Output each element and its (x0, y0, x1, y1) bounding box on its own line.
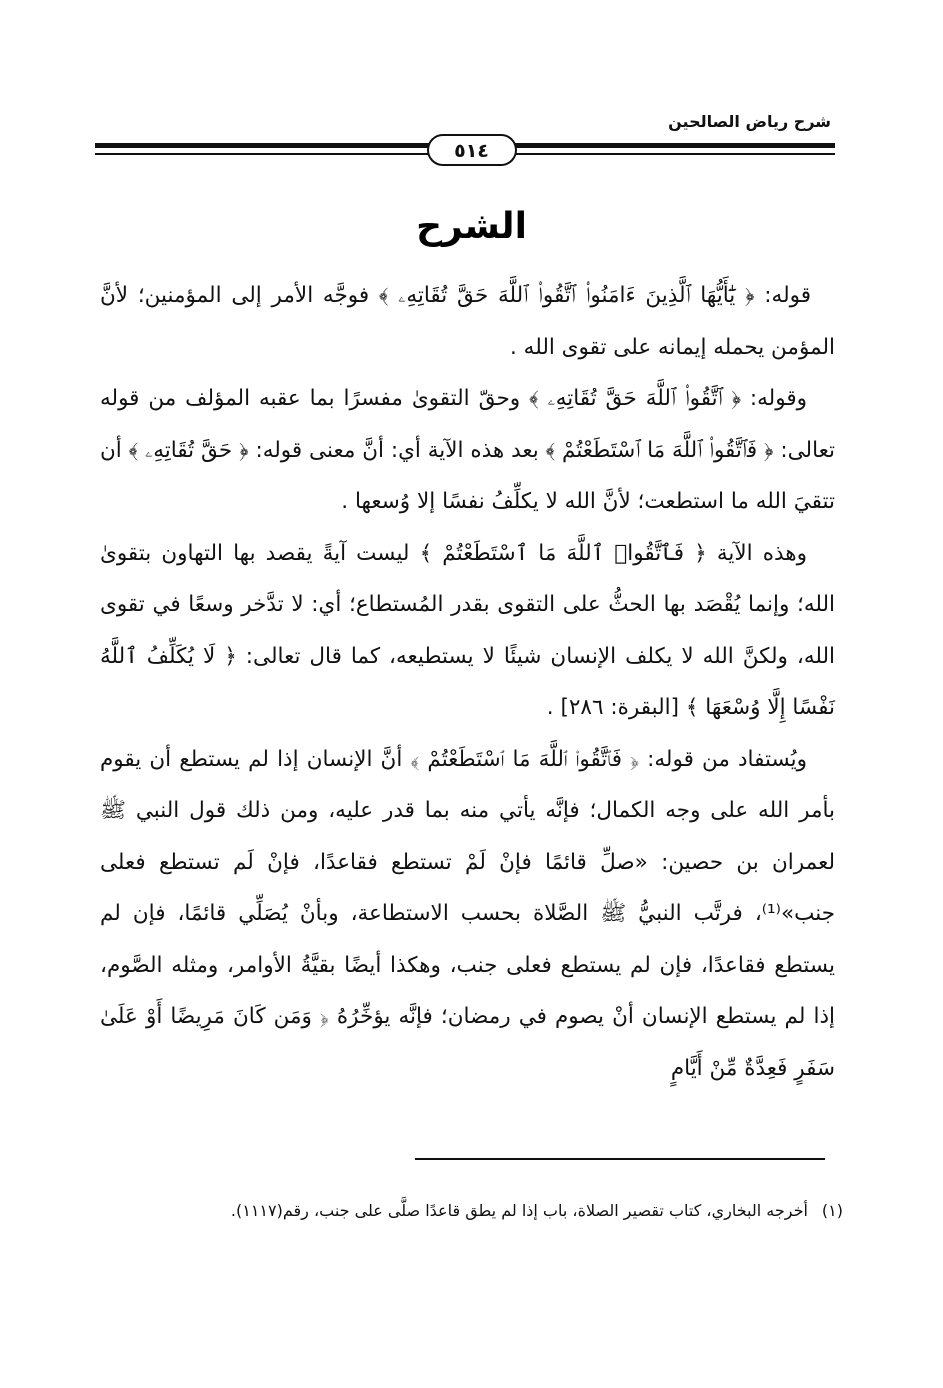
footnote-marker: (١) (821, 1201, 843, 1220)
section-heading: الشرح (416, 206, 527, 247)
page-number: ٥١٤ (427, 134, 517, 166)
paragraph: قوله: ﴿ يَٰٓأَيُّهَا ٱلَّذِينَ ءَامَنُوا۟ ٱتَّقُوا۟ ٱللَّهَ حَقَّ تُقَاتِهِۦ ﴾ فوجَّه الأمر إلى المؤمنين؛ لأنَّ المؤمن يحمله إيمانه على تقوى الله . (100, 283, 835, 360)
footnote (100, 1196, 843, 1226)
running-title: شرح رياض الصالحين (668, 112, 831, 131)
footnote-separator (415, 1158, 825, 1160)
footnote-text: أخرجه البخاري، كتاب تقصير الصلاة، باب إذا لم يطق قاعدًا صلَّى على جنب، رقم(١١١٧). (230, 1201, 808, 1220)
body-text (100, 270, 835, 1094)
paragraph: وقوله: ﴿ ٱتَّقُوا۟ ٱللَّهَ حَقَّ تُقَاتِهِۦ ﴾ وحقّ التقوىٰ مفسرًا بما عقبه المؤلف من قوله تعالى: ﴿ فَٱتَّقُوا۟ ٱللَّهَ مَا ٱسْتَطَعْتُمْ ﴾ بعد هذه الآية أي: أنَّ معنى قوله: ﴿ حَقَّ تُقَاتِهِۦ ﴾ أن تتقيَ الله ما استطعت؛ لأنَّ الله لا يكلِّفُ نفسًا إلا وُسعها . (100, 386, 835, 514)
paragraph: ويُستفاد من قوله: ﴿ فَٱتَّقُوا۟ ٱللَّهَ مَا ٱسْتَطَعْتُمْ ﴾ أنَّ الإنسان إذا لم يستطع أن يقوم بأمر الله على وجه الكمال؛ فإنَّه يأتي منه بما قدر عليه، ومن ذلك قول النبي ﷺ لعمران بن حصين: «صلِّ قائمًا فإنْ لَمْ تستطع فقاعدًا، فإنْ لَم تستطع فعلى جنب»⁽¹⁾، فرتَّب النبيُّ ﷺ الصَّلاة بحسب الاستطاعة، وبأنْ يُصَلِّي قائمًا، فإن لم يستطع فقاعدًا، فإن لم يستطع فعلى جنب، وهكذا أيضًا بقيَّةُ الأوامر، ومثله الصَّوم، إذا لم يستطع الإنسان أنْ يصوم في رمضان؛ فإنَّه يؤخِّرُهُ ﴿ وَمَن كَانَ مَرِيضًا أَوْ عَلَىٰ سَفَرٍ فَعِدَّةٌ مِّنْ أَيَّامٍ (100, 746, 835, 1081)
paragraph: وهذه الآية ﴿ فَٱتَّقُوا۟ ٱللَّهَ مَا ٱسْتَطَعْتُمْ ﴾ ليست آيةً يقصد بها التهاون بتقوىٰ الله؛ وإنما يُقْصَد بها الحثُّ على التقوى بقدر المُستطاع؛ أي: لا تدَّخر وسعًا في تقوى الله، ولكنَّ الله لا يكلف الإنسان شيئًا لا يستطيعه، كما قال تعالى: ﴿ لَا يُكَلِّفُ ٱللَّهُ نَفْسًا إِلَّا وُسْعَهَا ﴾ [البقرة: ٢٨٦] . (100, 540, 835, 720)
